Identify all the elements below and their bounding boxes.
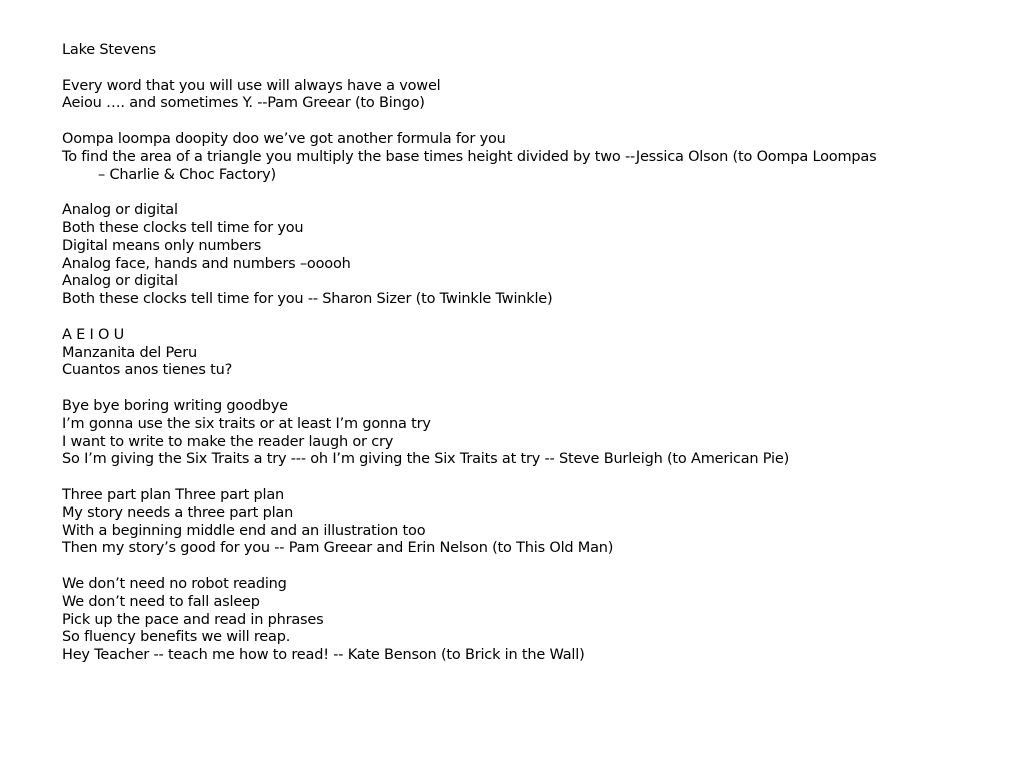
lyric-line: Every word that you will use will always have a vowel <box>62 77 441 94</box>
lyric-line: Cuantos anos tienes tu? <box>62 362 233 379</box>
lyric-line: So I’m giving the Six Traits a try --- oh I’m giving the Six Traits at try -- Steve Burleigh (to American Pie) <box>62 451 790 468</box>
document-title: Lake Stevens <box>62 42 157 58</box>
lyric-line: Then my story’s good for you -- Pam Greear and Erin Nelson (to This Old Man) <box>62 540 614 557</box>
document-body <box>62 42 962 665</box>
stanza-oompa-loompa <box>62 131 962 184</box>
spacer <box>62 558 962 576</box>
lyric-line: A E I O U <box>62 326 125 343</box>
lyric-line: Both these clocks tell time for you <box>62 219 304 236</box>
stanza-fluency <box>62 576 962 665</box>
spacer <box>62 380 962 398</box>
spacer <box>62 309 962 327</box>
lyric-line: I want to write to make the reader laugh or cry <box>62 433 394 450</box>
lyric-line: Analog or digital <box>62 273 178 290</box>
spacer <box>62 469 962 487</box>
lyric-line: To find the area of a triangle you multiply the base times height divided by two --Jessica Olson (to Oompa Loompas <box>62 148 877 165</box>
lyric-line: My story needs a three part plan <box>62 504 294 521</box>
lyric-line: With a beginning middle end and an illustration too <box>62 522 426 539</box>
lyric-line: Hey Teacher -- teach me how to read! -- Kate Benson (to Brick in the Wall) <box>62 647 585 664</box>
lyric-line: Three part plan Three part plan <box>62 486 284 503</box>
lyric-line: Aeiou …. and sometimes Y. --Pam Greear (to Bingo) <box>62 95 425 112</box>
spacer <box>62 113 962 131</box>
lyric-line: Pick up the pace and read in phrases <box>62 611 324 628</box>
lyric-line: Manzanita del Peru <box>62 344 197 361</box>
lyric-line: We don’t need to fall asleep <box>62 593 260 610</box>
stanza-six-traits <box>62 398 962 469</box>
lyric-line: Oompa loompa doopity doo we’ve got another formula for you <box>62 130 506 147</box>
stanza-vowels <box>62 327 962 380</box>
lyric-line: We don’t need no robot reading <box>62 575 287 592</box>
lyric-line: So fluency benefits we will reap. <box>62 629 291 646</box>
lyric-line: I’m gonna use the six traits or at least I’m gonna try <box>62 415 431 432</box>
stanza-analog-digital <box>62 202 962 309</box>
stanza-three-part-plan <box>62 487 962 558</box>
spacer <box>62 60 962 78</box>
lyric-line: Analog face, hands and numbers –ooooh <box>62 255 351 272</box>
lyric-line: Digital means only numbers <box>62 237 262 254</box>
lyric-line: Both these clocks tell time for you -- Sharon Sizer (to Twinkle Twinkle) <box>62 291 553 308</box>
spacer <box>62 184 962 202</box>
lyric-line: Analog or digital <box>62 202 178 219</box>
lyric-line: Bye bye boring writing goodbye <box>62 397 288 414</box>
stanza-bingo <box>62 78 962 114</box>
lyric-line-continuation: – Charlie & Choc Factory) <box>98 166 276 183</box>
